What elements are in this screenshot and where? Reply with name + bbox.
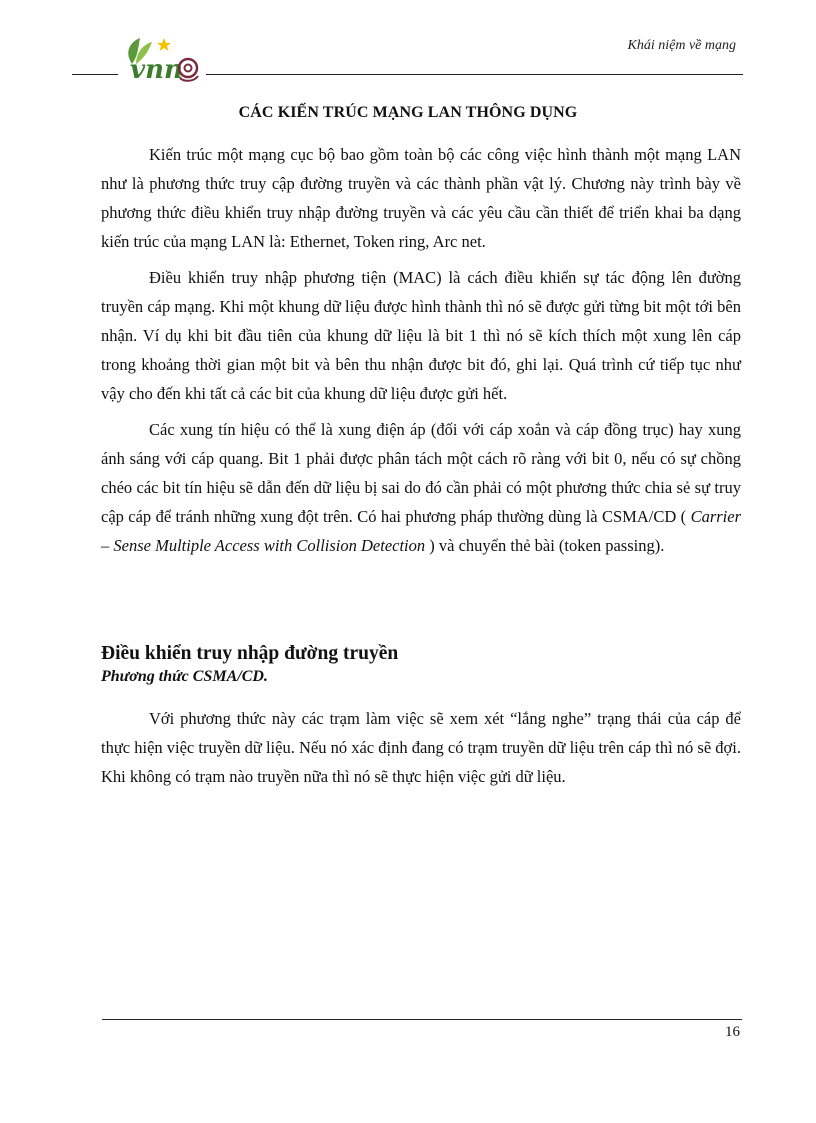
paragraph-3 [101, 415, 741, 560]
logo-text: vnn [130, 55, 183, 85]
header-rule-right [206, 74, 743, 75]
page-title: CÁC KIẾN TRÚC MẠNG LAN THÔNG DỤNG [238, 104, 578, 121]
page-number: 16 [725, 1024, 740, 1040]
csma-cd-expansion: Carrier – Sense Multiple Access with Collision Detection [101, 507, 741, 555]
paragraph-3-after: ) và chuyển thẻ bài (token passing). [425, 536, 665, 555]
body-text [101, 140, 741, 560]
footer-rule [102, 1019, 742, 1020]
section-heading: Điều khiển truy nhập đường truyền [101, 643, 399, 664]
running-head: Khái niệm về mạng [627, 38, 736, 53]
paragraph-2: Điều khiển truy nhập phương tiện (MAC) là cách điều khiển sự tác động lên đường truyền cáp mạng. Khi một khung dữ liệu được hình thành thì nó sẽ được gửi từng bit một tới bên nhận. Ví dụ khi bit đầu tiên của khung dữ liệu là bit 1 thì nó sẽ kích thích một xung lên cáp trong khoảng thời gian một bit và bên thu nhận được bit đó, ghi lại. Quá trình cứ tiếp tục như vậy cho đến khi tất cả các bit của khung dữ liệu được gửi hết. [101, 268, 741, 403]
section-subheading: Phương thức CSMA/CD. [101, 668, 268, 685]
paragraph-3-before: Các xung tín hiệu có thể là xung điện áp (đối với cáp xoắn và cáp đồng trục) hay xung ánh sáng với cáp quang. Bit 1 phải được phân tách một cách rõ ràng với bit 0, nếu có sự chồng chéo các bit tín hiệu sẽ dẫn đến dữ liệu bị sai do đó cần phải có một phương thức chia sẻ sự truy cập cáp để tránh những xung đột trên. Có hai phương pháp thường dùng là CSMA/CD ( [101, 420, 741, 526]
header-rule-left [72, 74, 118, 75]
section-body [101, 704, 741, 791]
paragraph-1: Kiến trúc một mạng cục bộ bao gồm toàn bộ các công việc hình thành một mạng LAN như là phương thức truy cập đường truyền và các thành phần vật lý. Chương này trình bày về phương thức điều khiển truy nhập đường truyền và các yêu cầu cần thiết để triển khai ba dạng kiến trúc của mạng LAN là: Ethernet, Token ring, Arc net. [101, 145, 741, 251]
vnn-logo [122, 34, 206, 86]
section-paragraph: Với phương thức này các trạm làm việc sẽ xem xét “lắng nghe” trạng thái của cáp để thực hiện việc truyền dữ liệu. Nếu nó xác định đang có trạm truyền dữ liệu trên cáp thì nó sẽ đợi. Khi không có trạm nào truyền nữa thì nó sẽ thực hiện việc gửi dữ liệu. [101, 709, 741, 786]
